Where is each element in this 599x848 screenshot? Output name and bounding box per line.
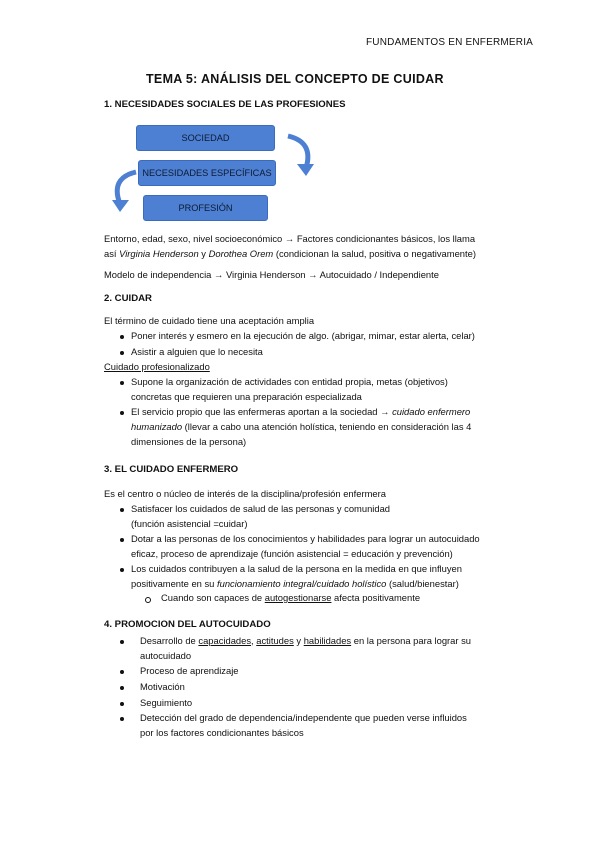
list-item: Poner interés y esmero en la ejecución de algo. (abrigar, mimar, estar alerta, celar)	[131, 330, 475, 341]
bullet-icon	[120, 640, 124, 644]
bullet-icon	[120, 381, 124, 385]
section-1-heading: 1. NECESIDADES SOCIALES DE LAS PROFESIONES	[104, 99, 346, 110]
section-2-heading: 2. CUIDAR	[104, 293, 152, 304]
list-item: Desarrollo de capacidades, actitudes y habilidades en la persona para lograr su	[140, 635, 471, 646]
list-item-cont: por los factores condicionantes básicos	[140, 727, 304, 738]
bullet-icon	[120, 335, 124, 339]
bullet-icon	[120, 411, 124, 415]
list-item-cont: positivamente en su funcionamiento integral/cuidado holístico (salud/bienestar)	[131, 578, 459, 589]
page-title: TEMA 5: ANÁLISIS DEL CONCEPTO DE CUIDAR	[146, 72, 444, 86]
list-subitem: Cuando son capaces de autogestionarse afecta positivamente	[161, 592, 421, 603]
list-item-cont: concretas que requieren una preparación especializada	[131, 391, 362, 402]
bullet-icon	[120, 702, 124, 706]
circle-bullet-icon	[145, 597, 151, 603]
list-item: Asistir a alguien que lo necesita	[131, 346, 263, 357]
list-item: Proceso de aprendizaje	[140, 665, 239, 676]
list-item-cont: dimensiones de la persona)	[131, 436, 247, 447]
list-item-cont: autocuidado	[140, 650, 192, 661]
curved-arrow-right-icon	[284, 132, 318, 178]
bullet-icon	[120, 351, 124, 355]
bullet-icon	[120, 538, 124, 542]
list-item: Detección del grado de dependencia/independente que pueden verse influidos	[140, 712, 467, 723]
section-4-heading: 4. PROMOCION DEL AUTOCUIDADO	[104, 619, 271, 630]
paragraph: Entorno, edad, sexo, nivel socioeconómico → Factores condicionantes básicos, los llama	[104, 233, 476, 244]
bullet-icon	[120, 686, 124, 690]
list-item-cont: (función asistencial =cuidar)	[131, 518, 248, 529]
paragraph: El término de cuidado tiene una aceptación amplia	[104, 315, 315, 326]
bullet-icon	[120, 568, 124, 572]
diagram-box-sociedad: SOCIEDAD	[136, 125, 275, 151]
curved-arrow-left-icon	[108, 168, 142, 214]
list-item: Los cuidados contribuyen a la salud de la persona en la medida en que influyen	[131, 563, 462, 574]
list-item: Supone la organización de actividades con entidad propia, metas (objetivos)	[131, 376, 448, 387]
diagram-box-profesion: PROFESIÓN	[143, 195, 268, 221]
list-item: El servicio propio que las enfermeras aportan a la sociedad → cuidado enfermero	[131, 406, 471, 417]
bullet-icon	[120, 508, 124, 512]
list-item-cont: eficaz, proceso de aprendizaje (función asistencial = educación y prevención)	[131, 548, 453, 559]
paragraph: Modelo de independencia → Virginia Henderson → Autocuidado / Independiente	[104, 269, 439, 280]
diagram-box-necesidades: NECESIDADES ESPECÍFICAS	[138, 160, 276, 186]
bullet-icon	[120, 670, 124, 674]
list-item: Satisfacer los cuidados de salud de las personas y comunidad	[131, 503, 391, 514]
list-item: Seguimiento	[140, 697, 193, 708]
list-item: Motivación	[140, 681, 185, 692]
subheading: Cuidado profesionalizado	[104, 361, 210, 372]
section-3-heading: 3. EL CUIDADO ENFERMERO	[104, 464, 239, 475]
list-item: Dotar a las personas de los conocimientos y habilidades para lograr un autocuidado	[131, 533, 480, 544]
list-item-cont: humanizado (llevar a cabo una atención holística, teniendo en consideración las 4	[131, 421, 472, 432]
running-header: FUNDAMENTOS EN ENFERMERIA	[366, 37, 534, 48]
paragraph: así Virginia Henderson y Dorothea Orem (condicionan la salud, positiva o negativamente)	[104, 248, 476, 259]
bullet-icon	[120, 717, 124, 721]
paragraph: Es el centro o núcleo de interés de la disciplina/profesión enfermera	[104, 488, 386, 499]
